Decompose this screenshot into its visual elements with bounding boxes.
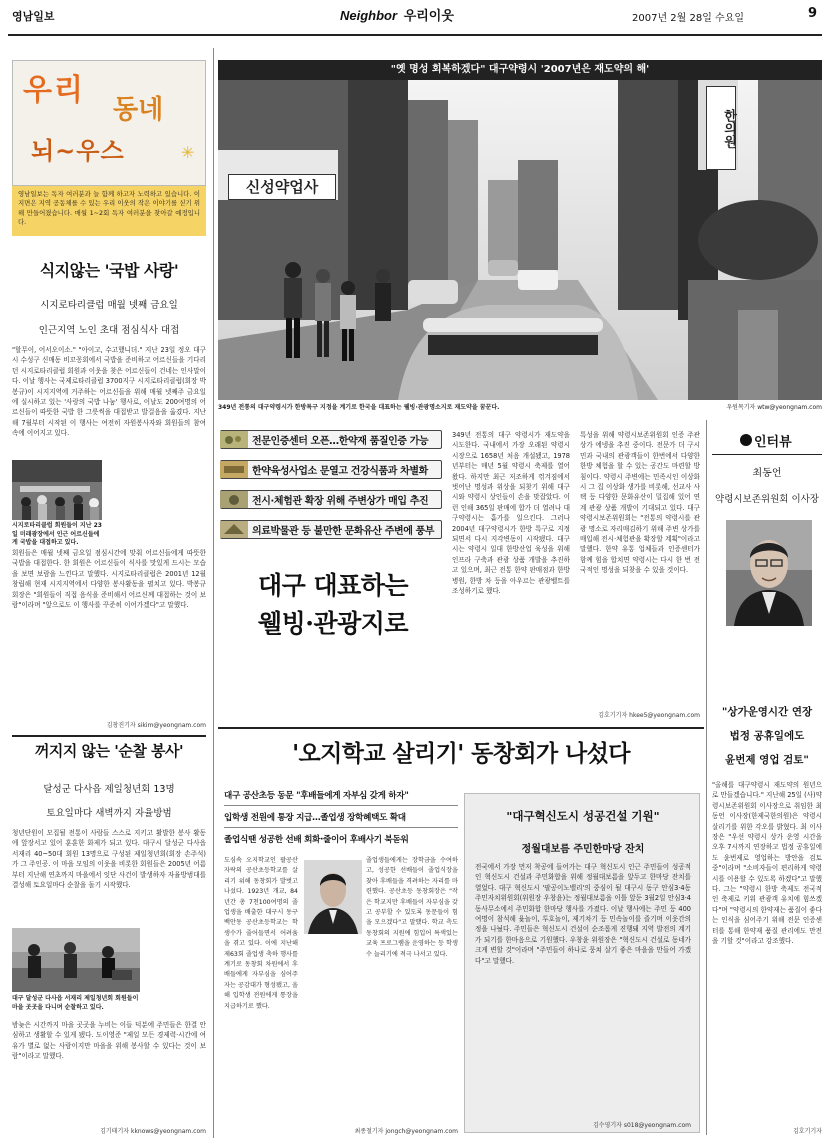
- school-headline: '오지학교 살리기' 동창회가 나섰다: [292, 740, 630, 767]
- corner-logo-box: [12, 60, 206, 186]
- issue-date: 2007년 2월 28일 수요일: [632, 13, 745, 24]
- interview-quote-line-3: 윤번제 영업 검토": [725, 754, 809, 766]
- school-byline: 최종철기자 jongch@yeongnam.com: [354, 1128, 458, 1135]
- herb-icon: [220, 491, 248, 508]
- story2-sub2: 토요일마다 새벽까지 자율방범: [46, 808, 172, 819]
- interview-label: 인터뷰: [754, 435, 792, 450]
- paper-name: 영남일보: [12, 10, 55, 23]
- school-sub3: 졸업식땐 성공한 선배 회화·줄이어 후배사기 북돋워: [224, 835, 409, 845]
- story2-photo-caption: 대구 달성군 다사읍 서재리 제일청년회 회원들이 마을 곳곳을 다니며 순찰하고 있다.: [12, 995, 139, 1011]
- feature-col-1: 349년 전통의 대구 약령시가 재도약을 시도한다. 국내에서 가장 오래된 약령시 시장으로 1658년 처음 개설됐고, 1978년부터는 매년 5월 약령시 축제를 열어 왔다. 하지만 최근 저조하게 꺾겨짐에서 벗어난 명성과 위상을 되찾기 위해 대구시와 약령시 상인들이 손을 맞잡았다. 이런 인해 365일 판매에 합가 더 열려나 대구약령시는 흩가를 일으킨다. 그러나 2004년 대구약령시가 한방 특구로 지정되면서 다시 지각변동이 시작됐다. 대구시는 약령시 일대 한방산업 육성을 위해 인프라 구축과 관광 상품 개발을 추진하고 있으며, 최근 전통 한약 판매점과 한방 병원, 한방 차 등을 아우르는 관광벨트를 조성하기로 했다.: [452, 431, 570, 596]
- school-col-1: 도심속 오지학교인 팔공산 자락의 공산초등학교를 살리기 위해 동창회가 발벗고 나섰다. 1923년 개교, 84년간 총 7천100여명의 졸업생을 배출한 대구시 동구 백안동 공산초등학교는 학생수가 줄어들면서 어려움을 겪고 있다. 이에 지난해 제63회 졸업생 축하 행사를 계기로 동창회 차원에서 후배들에게 자부심을 심어주자는 공감대가 형성됐고, 올해 입학생 전원에게 통장을 지급하기로 했다.: [224, 857, 298, 1010]
- story2-photo: [12, 928, 140, 992]
- story1-photo-image: [12, 460, 102, 520]
- story1-photo-caption: 시지로타리클럽 회원들이 지난 23일 미래광장에서 인근 어르신들에게 국밥을 대접하고 있다.: [12, 522, 102, 546]
- school-sub1: 대구 공산초등 동문 "후배들에게 자부심 갖게 하자": [224, 791, 409, 801]
- interview-title: 약령시보존위원회 이사장: [715, 494, 819, 505]
- interview-name: 최동언: [752, 468, 782, 479]
- herb-icon: [220, 521, 248, 538]
- shop-sign-1-text: 신성약업사: [245, 178, 319, 196]
- left-divider: [12, 735, 206, 737]
- interview-quote: [712, 700, 822, 772]
- interview-portrait: [726, 520, 812, 626]
- school-top-rule: [218, 727, 704, 729]
- innov-sub: 정월대보름 주민한마당 잔치: [521, 844, 645, 855]
- shop-sign-2: [706, 86, 736, 170]
- interview-byline: 김호기기자: [793, 1128, 822, 1135]
- feature-byline: 김호기기자 hkee5@yeongnam.com: [598, 712, 700, 719]
- story2-byline: 김기태기자 kknows@yeongnam.com: [100, 1128, 206, 1135]
- interview-top-rule: [712, 454, 822, 455]
- story1-body-2: 회원들은 매월 넷째 금요일 점심시간에 맞춰 어르신들에게 따뜻한 국밥을 대접한다. 한 회원은 어르신들이 식사를 맛있게 드시는 모습을 보면 보람을 느낀다고 말했다. 시지로타리클럽은 2001년 12월 창립해 현재 시지지역에서 다양한 봉사활동을 펼치고 있다. 박봉규 회장은 "회원들이 직접 음식을 준비해서 어르신께 대접하는 것이 보람"이라며 "앞으로도 이 행사를 꾸준히 이어가겠다"고 말했다.: [12, 549, 206, 610]
- story2-photo-image: [12, 928, 140, 992]
- story1-sub1: 시지로타리클럽 매월 넷째 금요일: [40, 300, 178, 311]
- feature-point-2-text: 한약육성사업소 문열고 건강식품과 차별화: [252, 466, 428, 477]
- story1-byline: 김창진기자 sikim@yeongnam.com: [106, 722, 206, 729]
- shop-sign-1: [228, 174, 336, 200]
- feature-photo-caption: 349년 전통의 대구약령시가 한방특구 지정을 계기로 한국을 대표하는 웰빙·관광명소지로 재도약을 꿈꾼다.: [218, 404, 500, 411]
- feature-banner-text: "옛 명성 회복하겠다" 대구약령시 '2007년은 재도약의 해': [390, 64, 650, 75]
- story1-headline: 식지않는 '국밥 사랑': [39, 261, 179, 280]
- feature-banner: [218, 60, 822, 80]
- feature-headline-1: 대구 대표하는: [257, 571, 409, 600]
- feature-point-4: [220, 520, 442, 539]
- interview-body: "올해를 대구약령시 재도약의 원년으로 만들겠습니다." 지난해 25일 (사)약령시보존위원회 이사장으로 취임한 최동언 이사장(한제국한의원)은 약령시 살리기를 위한 각오를 밝혔다. 최 이사장은 "우선 약령시 상가 운영 시간을 오후 7시까지 연장하고 법정 공휴일에도 윤번제로 영업하는 방안을 검토 중"이라며 "소비자들이 편리하게 약령시를 이용할 수 있도록 하겠다"고 말했다. 그는 "약령시 한방 축제도 전국적인 축제로 키워 관광객 유치에 힘쓰겠다"며 "약령시의 한약재는 품질이 좋다는 인식을 심어주기 위해 전문 인증센터를 통해 한약재 품질 관리에도 만전을 기할 것"이라고 강조했다.: [712, 781, 822, 946]
- portrait-image: [726, 520, 812, 626]
- left-column-rule: [213, 48, 214, 1138]
- story1-body: "할무이, 어서오이소." "아이고, 수고했니더." 지난 23일 정오 대구시 수성구 신매동 비꼬꽁회에서 국밥을 준비하고 어르신들을 기다리던 시지로타리클럽 회원과 이웃을 찾은 어르신들이 건네는 인사말이다. 이날 행사는 국제로타리클럽 3700지구 시지로타리클럽(회장 박봉규)이 시지지역에 거주하는 어르신들을 위해 매월 넷째주 금요일에 실시하고 있는 '사랑의 국밥 나눔' 행사로, 이날도 200여명의 어르신들이 따뜻한 국밥 한 그릇씩을 대접받고 발걸음을 옮겼다. 지난해 7월부터 시작된 이 행사는 여전히 자원봉사자와 회원들의 참여 속에 이어지고 있다.: [12, 346, 206, 438]
- section-en-label: Neighbor: [340, 8, 398, 23]
- school-col-2: 졸업생들에게는 장학금을 수여하고, 성공한 선배들이 졸업식장을 찾아 후배들을 격려하는 자리를 마련했다. 공산초등 동창회장은 "작은 학교지만 후배들이 자부심을 갖고 공부할 수 있도록 동문들이 힘을 모으겠다"고 말했다. 학교 측도 동창회의 지원에 힘입어 특색있는 교육 프로그램을 운영하는 등 학생수 늘리기에 적극 나서고 있다.: [366, 857, 458, 958]
- school-sub-rule-1: [224, 805, 458, 806]
- interview-dot-icon: [740, 434, 752, 446]
- page-header: [0, 0, 830, 44]
- corner-title-3: 뇌~우스: [31, 137, 125, 165]
- corner-intro: 영남일보는 독자 여러분과 늘 함께 하고자 노력하고 있습니다. 이 지면은 지역 공동체를 수 있는 우리 이웃의 작은 이야기를 싣기 위해 만들어졌습니다. 매월 1~2회 독자 여러분을 찾아갈 예정입니다.: [12, 186, 206, 236]
- corner-title-1: 우리: [23, 73, 85, 108]
- school-portrait-image: [304, 860, 362, 934]
- feature-photo-credit: 우원목기자 wtw@yeongnam.com: [726, 404, 822, 411]
- herb-icon: [220, 431, 248, 448]
- shop-sign-2-text: 한의원: [721, 108, 736, 148]
- header-rule: [8, 34, 822, 36]
- sparkle-decoration: ✳: [181, 143, 195, 162]
- interview-quote-line-2: 법정 공휴일에도: [729, 730, 805, 742]
- story2-sub1: 달성군 다사읍 제일청년회 13명: [43, 784, 175, 795]
- story1-photo: [12, 460, 102, 520]
- school-sub2: 입학생 전원에 통장 지급…졸업생 장학혜택도 확대: [224, 813, 406, 823]
- interview-label-box: [712, 430, 822, 450]
- feature-point-1: [220, 430, 442, 449]
- school-photo: [304, 860, 362, 934]
- feature-point-2: [220, 460, 442, 479]
- story2-headline: 꺼지지 않는 '순찰 봉사': [34, 742, 184, 760]
- interview-quote-line-1: "상가운영시간 연장: [721, 706, 813, 718]
- story2-body-2: 밤늦은 시간까지 마을 곳곳을 누비는 이들 덕분에 주민들은 한결 안심하고 생활할 수 있게 됐다. 도이영준 "제일 모든 경제력·시간에 여유가 별로 없는 사람이지만 마을을 위해 봉사할 수 있다는 것이 보람"이라고 말했다.: [12, 1021, 206, 1061]
- feature-point-4-text: 의료박물관 등 불만한 문화유산 주변에 풍부: [252, 526, 435, 537]
- innov-box: [464, 793, 700, 1133]
- corner-title-2: 동네: [113, 95, 164, 125]
- herb-icon: [220, 461, 248, 478]
- section-en: [340, 5, 454, 24]
- innov-body: 전국에서 가장 먼저 착공에 들어가는 대구 혁신도시 인근 주민들이 성공적인 혁신도시 건설과 주민화합을 위해 정월대보름을 앞두고 한마당 잔치를 열었다. 대구 혁신도시 '팔공이노밸리'의 중심이 될 대구시 동구 안심3·4동 주민자치위원회(위원장 우창윤)는 정월대보름을 이틀 앞둔 3월2일 안심3·4동사무소에서 주민화합 한마당 행사를 가졌다. 이날 행사에는 주민 등 400여명이 참석해 윷놀이, 투호놀이, 제기차기 등 민속놀이를 즐기며 이웃간의 정을 나눴다. 주민들은 혁신도시 건설이 순조롭게 진행돼 지역 발전의 계기가 되기를 한마음으로 기원했다. 우창윤 위원장은 "혁신도시 건설로 동네가 크게 변할 것"이라며 "주민들이 하나로 뭉쳐 살기 좋은 마을을 만들어 가겠다"고 말했다.: [475, 863, 691, 965]
- story2-body: 청년단원이 모집될 전통이 사람들 스스로 지키고 활발한 봉사 활동에 앞장서고 있어 훈훈한 화제가 되고 있다. 대구시 달성군 다사읍 서재리 40~50대 회원 13명으로 구성된 제일청년회(회장 손주석)가 그 주인공. 이 마을 모임의 이웃을 비롯한 회원들은 2005년 어름부터 지난해 연초까지 마을에서 잇단 사건이 발생하자 자율방범대를 결성해 토요일마다 순찰을 돌기 시작했다.: [12, 829, 206, 890]
- feature-point-3: [220, 490, 442, 509]
- feature-point-3-text: 전시·체험관 확장 위해 주변상가 매입 추진: [252, 496, 429, 507]
- page-number: 9: [808, 6, 818, 21]
- feature-point-1-text: 전문인증센터 오픈…한약재 품질인증 가능: [252, 436, 429, 447]
- interview-column-rule: [706, 420, 707, 1135]
- school-sub-rule-2: [224, 827, 458, 828]
- section-ko-label: 우리이웃: [403, 8, 454, 23]
- feature-photo: [218, 80, 822, 400]
- feature-col-2: 특성을 위해 약령시보존위원회 인증 주관 상가 에넹을 추진 중이다. 전문가 더 구시민과 국내의 관광객들이 한번에서 다양한 한방 체험을 할 수 있는 공간도 마련할 방침이다. 약령시 주변에는 민족시인 이상화 시 그 집 이상화 생가를 비롯해, 선교사 사택 등 다양한 문화유산이 밀집해 있어 연계 관광 상품 개발이 기대되고 있다. 대구약령시보존위원회는 "전통의 약령시를 관광 명소로 자리매김하기 위해 주변 상가를 매입해 전시·체험관을 확장할 계획"이라고 말했다. 한약 유통 업체들과 인증센터가 함께 힘을 합치면 약령시는 다시 한 번 전국적인 명성을 되찾을 수 있을 것이다.: [580, 431, 700, 575]
- feature-headline-2: 웰빙·관광지로: [257, 609, 409, 638]
- innov-title: "대구혁신도시 성공건설 기원": [506, 809, 660, 823]
- innov-byline: 김수영기자 s018@yeongnam.com: [592, 1122, 691, 1129]
- story1-sub2: 인근지역 노인 초대 점심식사 대접: [38, 325, 180, 336]
